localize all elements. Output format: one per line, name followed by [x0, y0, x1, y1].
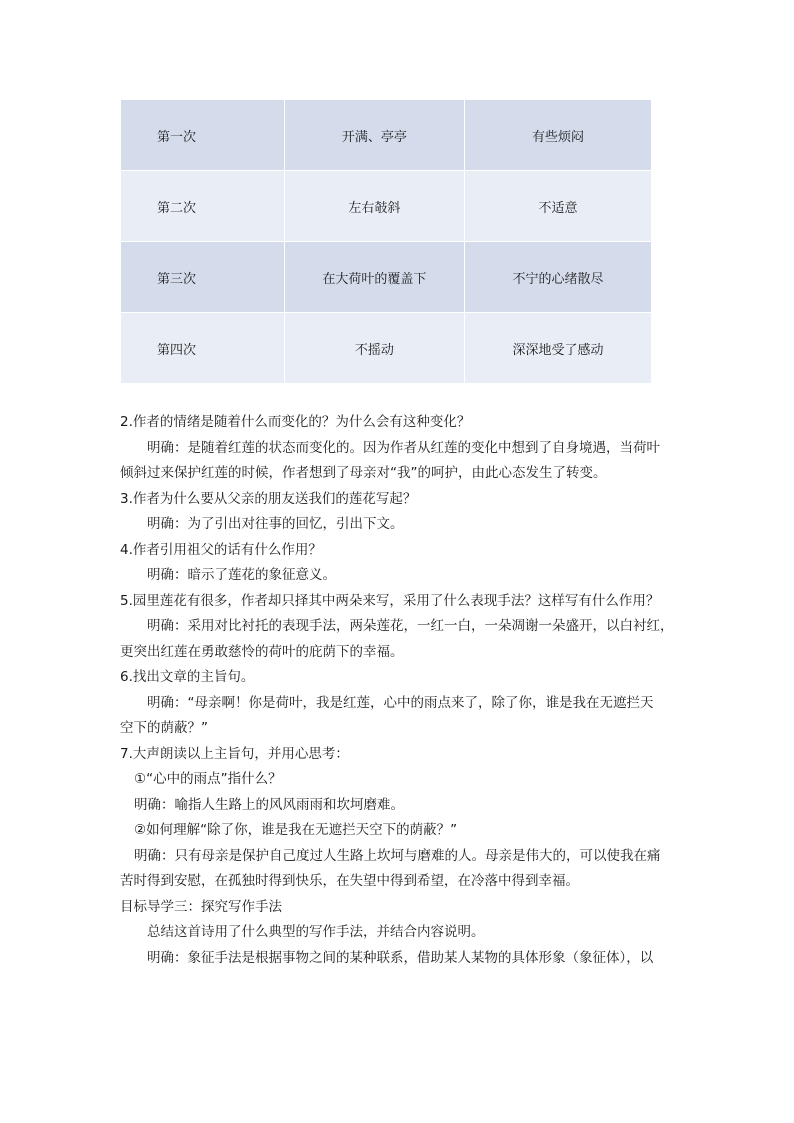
answer-5-line-2: 更突出红莲在勇敢慈怜的荷叶的庇荫下的幸福。	[120, 643, 404, 660]
question-7-sub-2: ②如何理解“除了你，谁是我在无遮拦天空下的荫蔽？”	[134, 822, 458, 838]
question-7-sub-1: ①“心中的雨点”指什么？	[134, 771, 282, 787]
answer-7-sub-1: 明确：喻指人生路上的风风雨雨和坎坷磨难。	[134, 796, 404, 813]
table-cell-mood: 不适意	[465, 171, 652, 242]
question-8: 总结这首诗用了什么典型的写作手法，并结合内容说明。	[147, 924, 485, 940]
answer-2-line-2: 倾斜过来保护红莲的时候，作者想到了母亲对“我”的呵护，由此心态发生了转变。	[120, 465, 607, 481]
table-cell-state: 开满、亭亭	[284, 100, 464, 171]
answer-5-line-1: 明确：采用对比衬托的表现手法，两朵莲花，一红一白，一朵凋谢一朵盛开，以白衬红，	[147, 618, 674, 634]
table-row	[121, 313, 652, 384]
answer-7-sub-2-line-1: 明确：只有母亲是保护自己度过人生路上坎坷与磨难的人。母亲是伟大的，可以使我在痛	[134, 847, 661, 864]
table-cell-mood: 深深地受了感动	[465, 313, 652, 384]
question-7: 7.大声朗读以上主旨句，并用心思考：	[120, 745, 349, 762]
answer-2-line-1: 明确：是随着红莲的状态而变化的。因为作者从红莲的变化中想到了自身境遇，当荷叶	[147, 439, 660, 456]
table-cell-time: 第二次	[121, 171, 285, 242]
answer-4: 明确：暗示了莲花的象征意义。	[147, 567, 336, 583]
question-2: 2.作者的情绪是随着什么而变化的？为什么会有这种变化？	[120, 414, 471, 430]
section-heading-goal-3: 目标导学三：探究写作手法	[120, 898, 282, 915]
table-cell-mood: 不宁的心绪散尽	[465, 242, 652, 313]
question-5: 5.园里莲花有很多，作者却只择其中两朵来写，采用了什么表现手法？这样写有什么作用？	[120, 592, 660, 609]
table-row	[121, 171, 652, 242]
table-cell-time: 第一次	[121, 100, 285, 171]
table-cell-state: 在大荷叶的覆盖下	[284, 242, 464, 313]
answer-6-line-1: 明确：“母亲啊！你是荷叶，我是红莲，心中的雨点来了，除了你，谁是我在无遮拦天	[147, 694, 654, 711]
answer-6-line-2: 空下的荫蔽？”	[120, 720, 208, 736]
table-row	[121, 242, 652, 313]
answer-8: 明确：象征手法是根据事物之间的某种联系，借助某人某物的具体形象（象征体），以	[147, 949, 654, 966]
table-cell-state: 不摇动	[284, 313, 464, 384]
table-cell-time: 第四次	[121, 313, 285, 384]
answer-3: 明确：为了引出对往事的回忆，引出下文。	[147, 516, 404, 532]
question-3: 3.作者为什么要从父亲的朋友送我们的莲花写起？	[120, 490, 417, 507]
question-6: 6.找出文章的主旨句。	[120, 669, 255, 685]
question-4: 4.作者引用祖父的话有什么作用？	[120, 541, 322, 558]
table-cell-state: 左右攲斜	[284, 171, 464, 242]
table-cell-time: 第三次	[121, 242, 285, 313]
document-body	[120, 410, 680, 971]
table-row	[121, 100, 652, 171]
answer-7-sub-2-line-2: 苦时得到安慰，在孤独时得到快乐，在失望中得到希望，在冷落中得到幸福。	[120, 873, 579, 889]
mood-change-table	[120, 99, 652, 384]
table-cell-mood: 有些烦闷	[465, 100, 652, 171]
